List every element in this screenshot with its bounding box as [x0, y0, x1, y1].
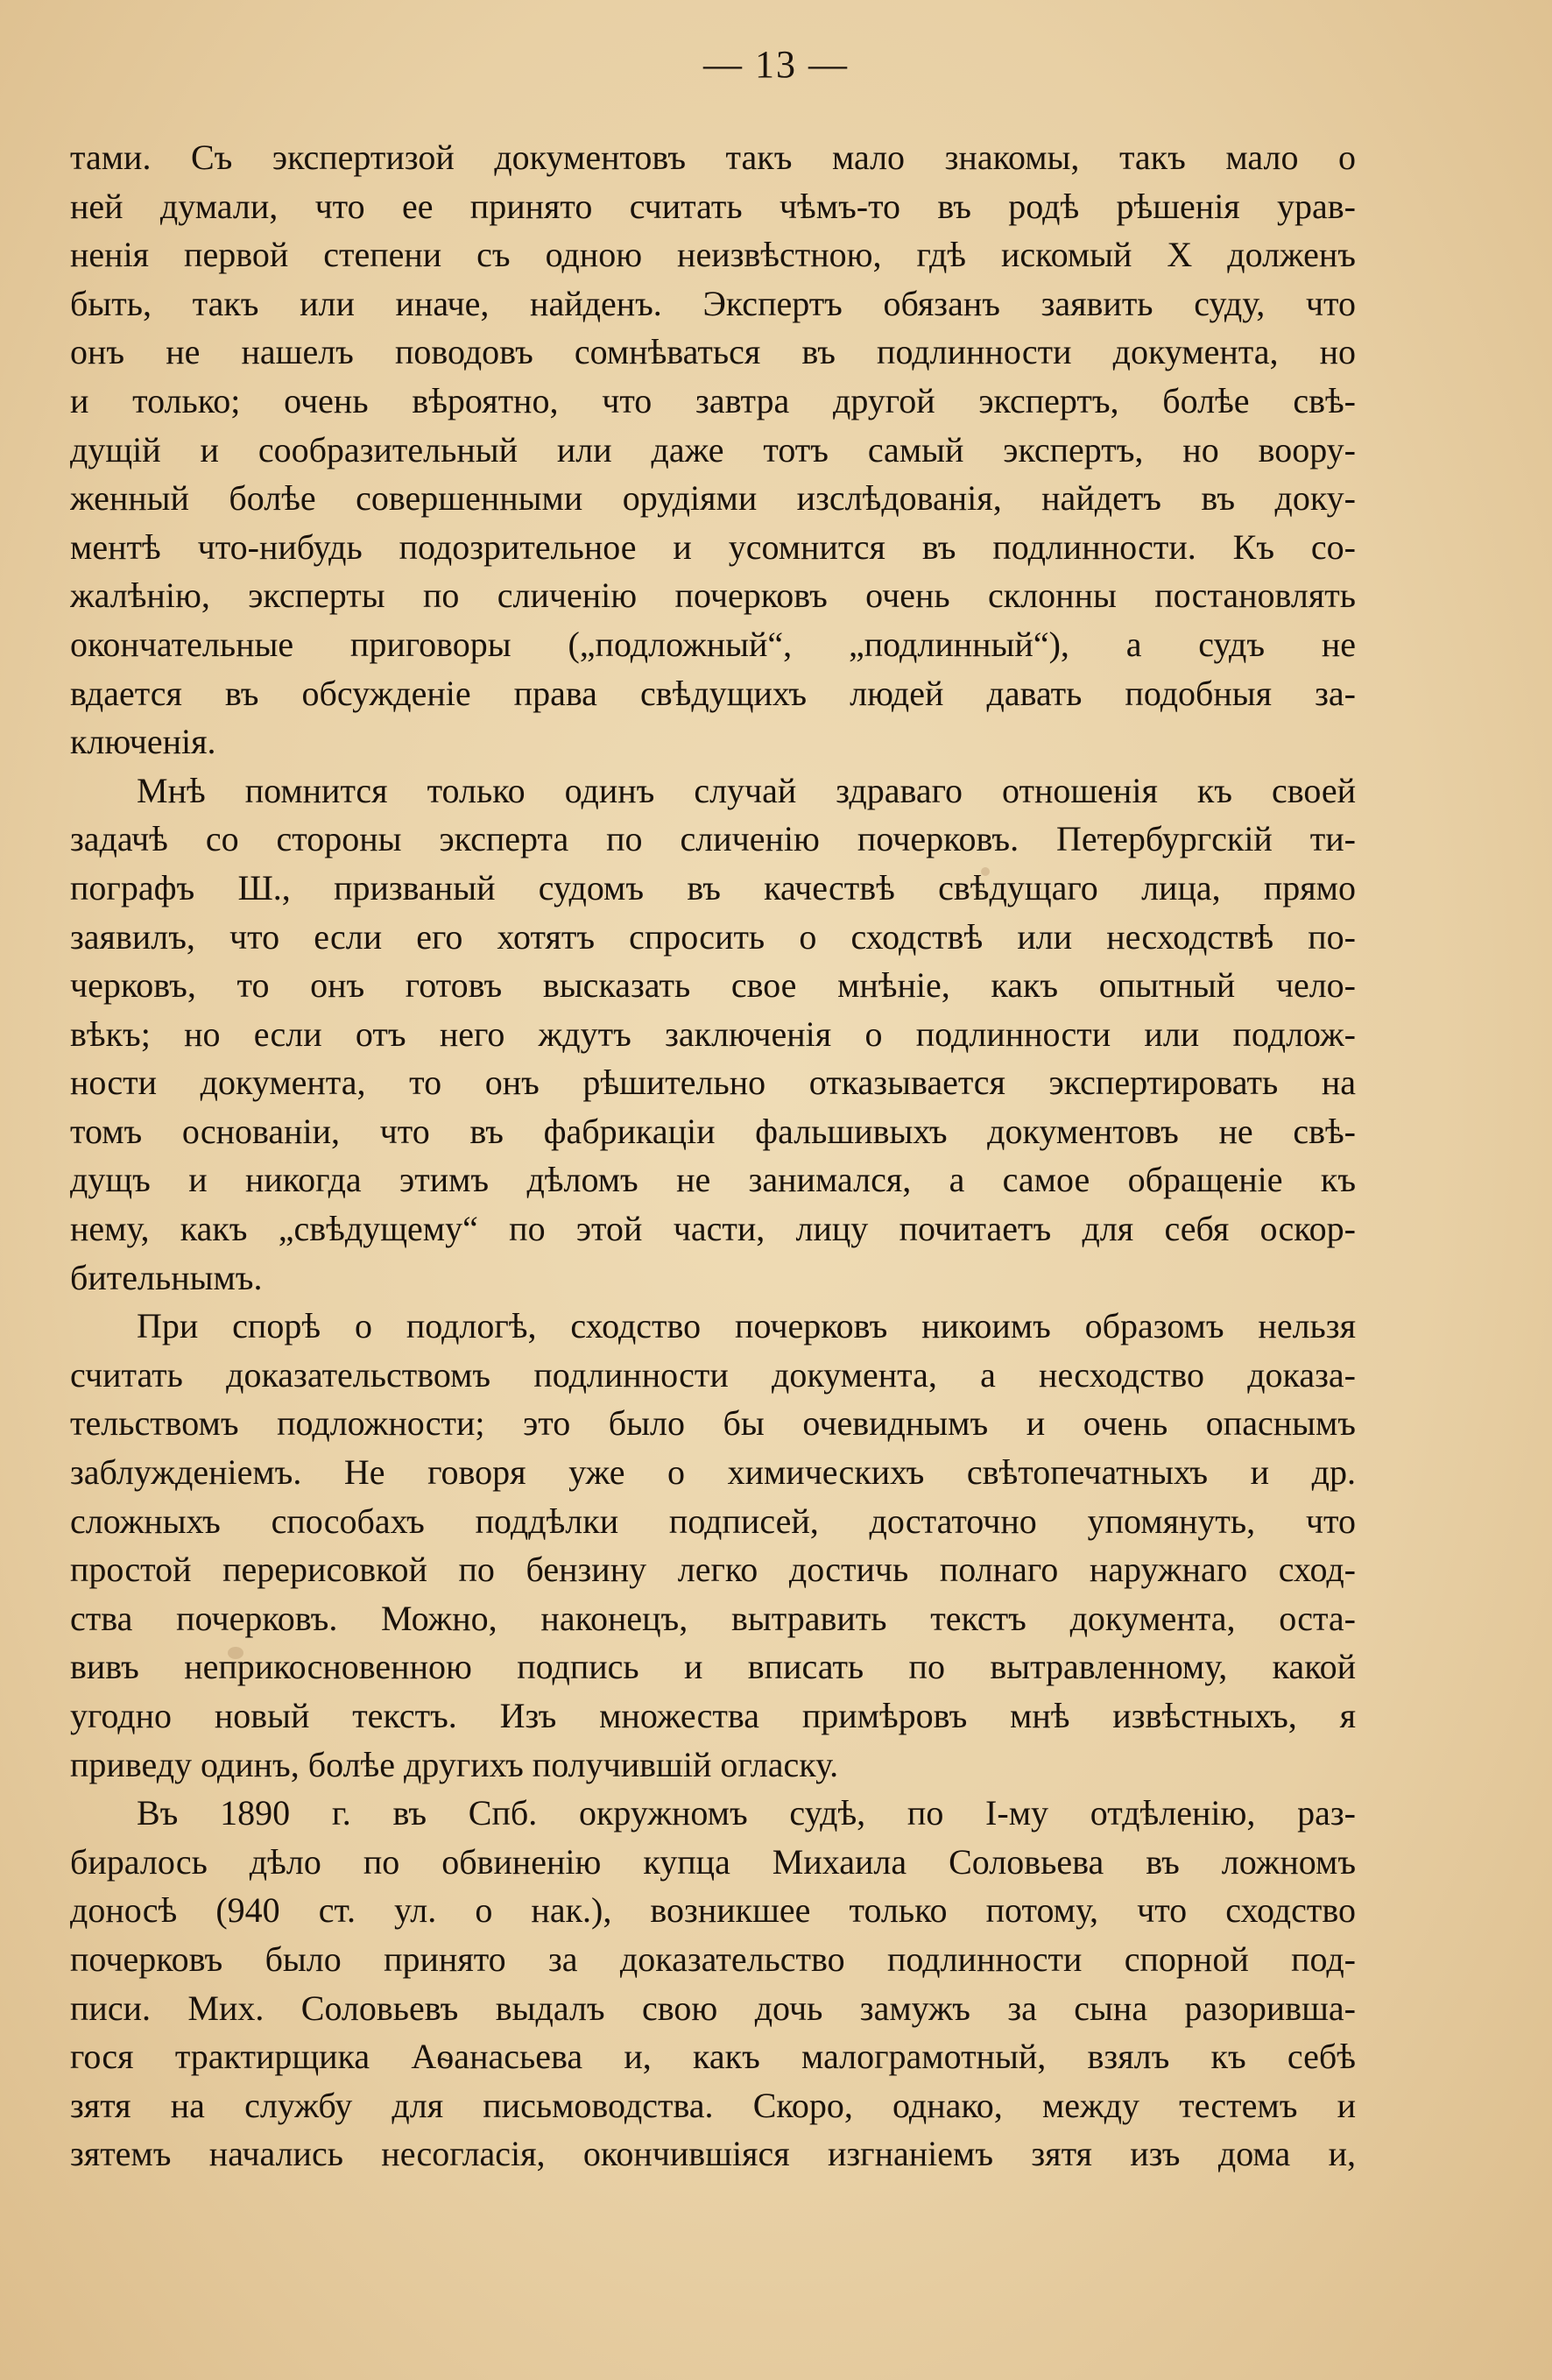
text-line: онъ не нашелъ поводовъ сомнѣваться въ подлинности документа, но [70, 332, 1356, 372]
text-line: бительнымъ. [70, 1257, 263, 1297]
text-line: окончательные приговоры („подложный“, „подлинный“), а судъ не [70, 624, 1356, 664]
text-line: пографъ Ш., призваный судомъ въ качествѣ свѣдущаго лица, прямо [70, 867, 1356, 908]
text-line: нему, какъ „свѣдущему“ по этой части, лицу почитаетъ для себя оскор- [70, 1209, 1356, 1249]
text-line: биралось дѣло по обвиненію купца Михаила Соловьева въ ложномъ [70, 1841, 1356, 1882]
text-line: Въ 1890 г. въ Спб. окружномъ судѣ, по I-му отдѣленію, раз- [137, 1793, 1356, 1833]
text-line: гося трактирщика Аѳанасьева и, какъ малограмотный, взялъ къ себѣ [70, 2037, 1356, 2077]
text-line: женный болѣе совершенными орудіями изслѣдованія, найдетъ въ доку- [70, 478, 1356, 519]
text-line: ключенія. [70, 722, 216, 762]
text-line: дущъ и никогда этимъ дѣломъ не занимался, а самое обращеніе къ [70, 1160, 1356, 1200]
text-line: При спорѣ о подлогѣ, сходство почерковъ никоимъ образомъ нельзя [137, 1306, 1356, 1346]
text-line: ней думали, что ее принято считать чѣмъ-то въ родѣ рѣшенія урав- [70, 186, 1356, 226]
text-line: вивъ неприкосновенною подпись и вписать по вытравленному, какой [70, 1647, 1356, 1687]
text-line: томъ основаніи, что въ фабрикаціи фальшивыхъ документовъ не свѣ- [70, 1111, 1356, 1151]
text-line: доносѣ (940 ст. ул. о нак.), возникшее только потому, что сходство [70, 1890, 1356, 1931]
text-line: простой перерисовкой по бензину легко достичь полнаго наружнаго сход- [70, 1550, 1356, 1590]
text-line: заблужденіемъ. Не говоря уже о химическихъ свѣтопечатныхъ и др. [70, 1452, 1356, 1493]
text-line: быть, такъ или иначе, найденъ. Экспертъ обязанъ заявить суду, что [70, 283, 1356, 323]
text-line: вѣкъ; но если отъ него ждутъ заключенія о подлинности или подлож- [70, 1013, 1356, 1054]
text-line: заявилъ, что если его хотятъ спросить о сходствѣ или несходствѣ по- [70, 916, 1356, 957]
text-line: зятемъ начались несогласія, окончившіяся изгнаніемъ зятя изъ дома и, [70, 2134, 1356, 2174]
text-line: вдается въ обсужденіе права свѣдущихъ людей давать подобныя за- [70, 673, 1356, 713]
text-line: тами. Съ экспертизой документовъ такъ мало знакомы, такъ мало о [70, 138, 1356, 177]
text-line: черковъ, то онъ готовъ высказать свое мнѣніе, какъ опытный чело- [70, 965, 1356, 1006]
page-number: — 13 — [703, 43, 849, 86]
text-line: тельствомъ подложности; это было бы очевиднымъ и очень опаснымъ [70, 1403, 1356, 1444]
body-text [70, 133, 1356, 2179]
text-line: ности документа, то онъ рѣшительно отказывается экспертировать на [70, 1063, 1356, 1103]
text-line: считать доказательствомъ подлинности документа, а несходство доказа- [70, 1354, 1356, 1395]
text-line: Мнѣ помнится только одинъ случай здраваго отношенія къ своей [137, 770, 1356, 810]
text-line: жалѣнію, эксперты по сличенію почерковъ очень склонны постановлять [70, 576, 1356, 616]
text-line: сложныхъ способахъ поддѣлки подписей, достаточно упомянуть, что [70, 1501, 1356, 1541]
text-line: почерковъ было принято за доказательство подлинности спорной под- [70, 1939, 1356, 1979]
text-line: писи. Мих. Соловьевъ выдалъ свою дочь замужъ за сына разорившa- [70, 1988, 1356, 2028]
text-line: дущій и сообразительный или даже тотъ самый экспертъ, но воору- [70, 429, 1356, 470]
text-line: ства почерковъ. Можно, наконецъ, вытравить текстъ документа, оста- [70, 1598, 1356, 1638]
text-line: задачѣ со стороны эксперта по сличенію почерковъ. Петербургскій ти- [70, 819, 1356, 859]
text-line: угодно новый текстъ. Изъ множества примѣровъ мнѣ извѣстныхъ, я [70, 1696, 1356, 1735]
text-line: зятя на службу для письмоводства. Скоро, однако, между тестемъ и [70, 2085, 1356, 2125]
text-line: ненія первой степени съ одною неизвѣстною, гдѣ искомый X долженъ [70, 235, 1356, 275]
text-line: ментѣ что-нибудь подозрительное и усомнится въ подлинности. Къ со- [70, 526, 1356, 567]
text-line: и только; очень вѣроятно, что завтра другой экспертъ, болѣе свѣ- [70, 380, 1356, 420]
text-line: приведу одинъ, болѣе другихъ получившій огласку. [70, 1744, 839, 1784]
